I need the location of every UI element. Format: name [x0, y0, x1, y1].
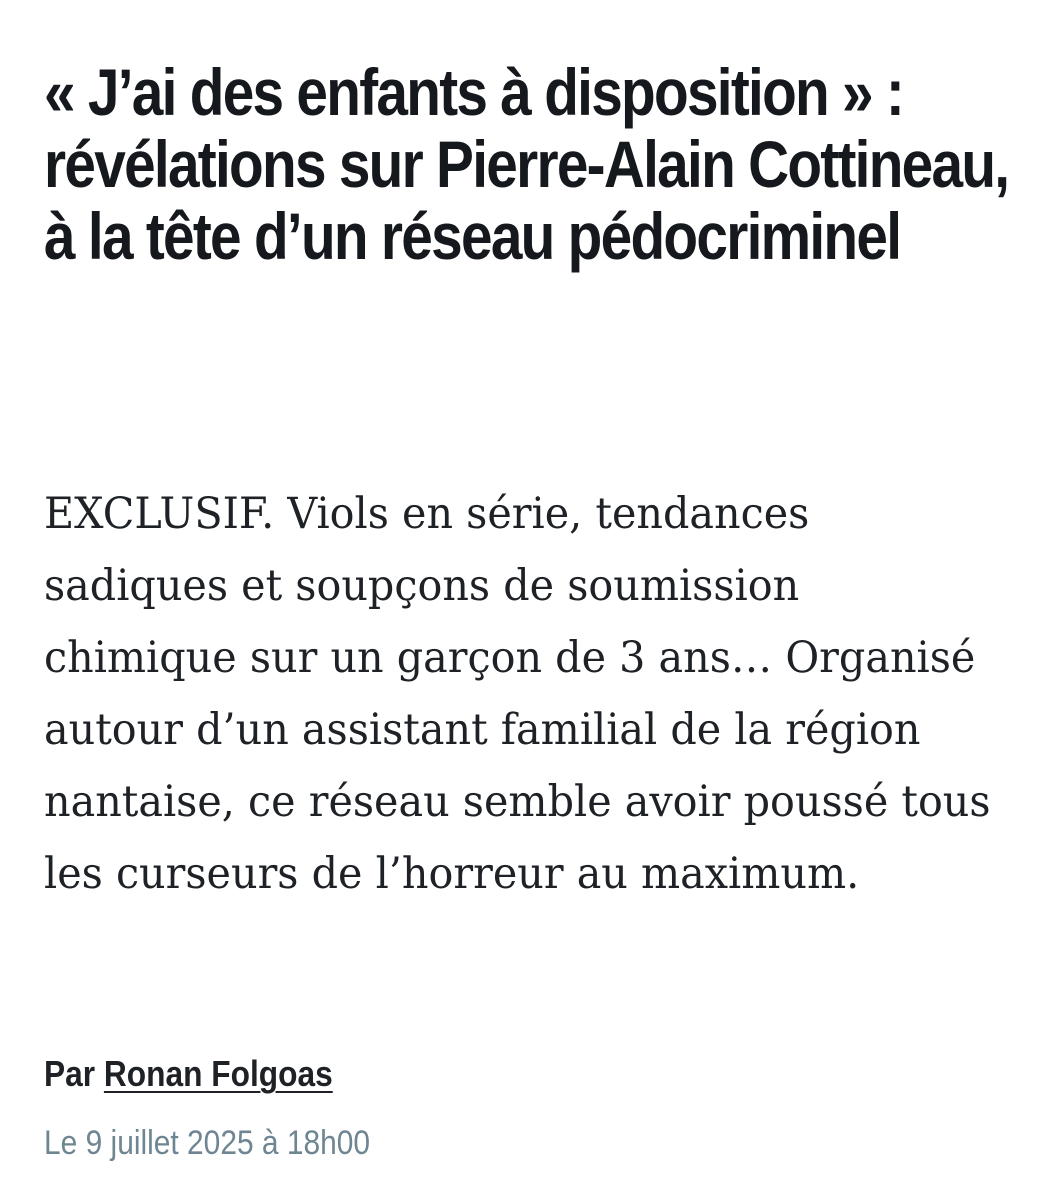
article-headline: « J’ai des enfants à disposition » : révélations sur Pierre-Alain Cottineau, à la tête d’un réseau pédocriminel	[44, 55, 1009, 273]
article-lede: EXCLUSIF. Viols en série, tendances sadiques et soupçons de soumission chimique sur un garçon de 3 ans… Organisé autour d’un assistant familial de la région nantaise, ce réseau semble avoir poussé tous les curseurs de l’horreur au maximum.	[44, 489, 991, 899]
author-link[interactable]: Ronan Folgoas	[103, 1053, 333, 1094]
byline-prefix: Par	[44, 1053, 96, 1094]
publication-date: Le 9 juillet 2025 à 18h00	[44, 1124, 371, 1162]
byline	[44, 1052, 333, 1096]
article	[44, 55, 1014, 1162]
